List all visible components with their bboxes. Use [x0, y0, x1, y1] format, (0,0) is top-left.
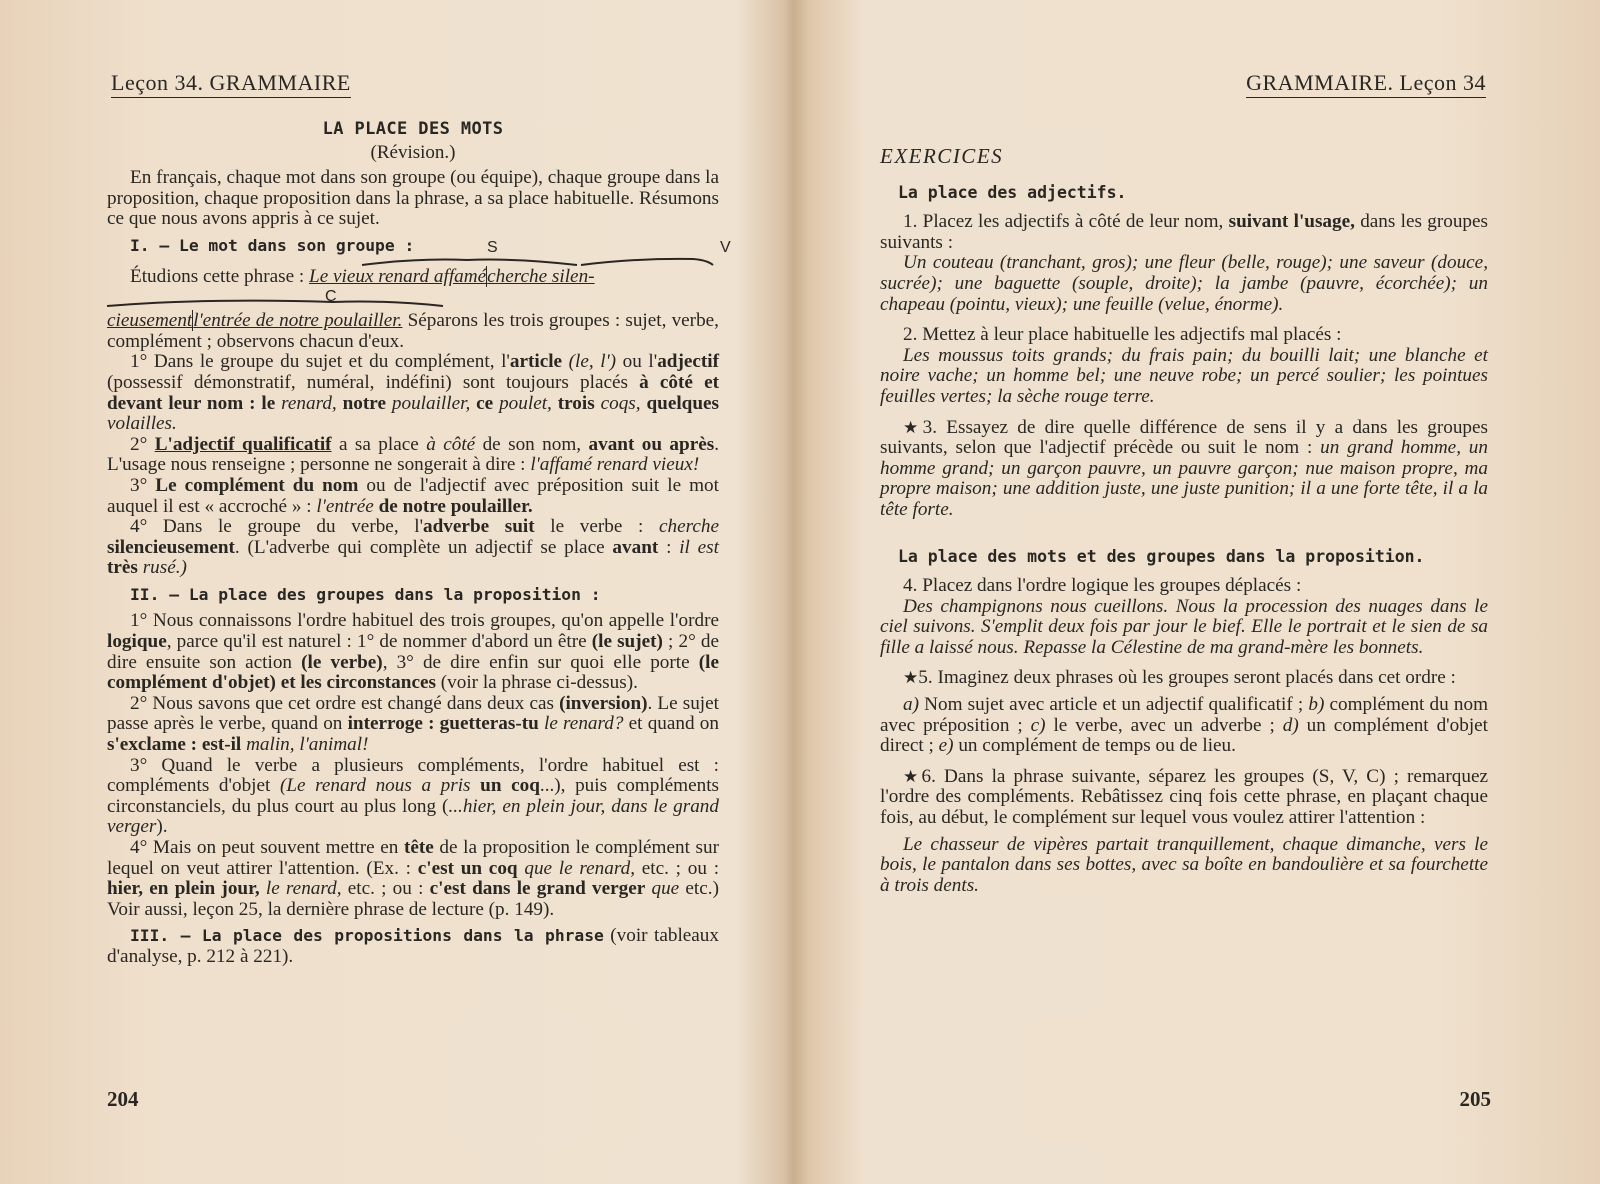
- group-rule-2: 2° Nous savons que cet ordre est changé dans deux cas (inversion). Le sujet passe après le verbe, quand on interroge : guetteras-tu le renard? et quand on s'exclame : est-il malin, l'animal!: [107, 692, 719, 756]
- label-v: V: [720, 238, 731, 256]
- label-s: S: [487, 238, 498, 256]
- star-icon: ★: [903, 417, 923, 438]
- exercises-title: EXERCICES: [880, 144, 1004, 168]
- exercise-6-text: Le chasseur de vipères partait tranquillement, chaque dimanche, vers le bois, le pantalon dans ses bottes, avec sa boîte en bandoulière et sa fourchette à trois dents.: [880, 833, 1488, 896]
- section-2-heading: II. — La place des groupes dans la proposition :: [130, 584, 601, 604]
- left-page: [0, 0, 790, 1184]
- intro-paragraph: En français, chaque mot dans son groupe (ou équipe), chaque groupe dans la proposition, chaque proposition dans la phrase, a sa place habituelle. Résumons ce que nous avons appris à ce sujet.: [107, 167, 719, 230]
- heading-adjectives: La place des adjectifs.: [898, 182, 1127, 202]
- heading-groups: La place des mots et des groupes dans la proposition.: [898, 546, 1425, 566]
- group-rule-4: 4° Mais on peut souvent mettre en tête de la proposition le complément sur lequel on veut attirer l'attention. (Ex. : c'est un coq que le renard, etc. ; ou : hier, en plein jour, le renard, etc. ; ou : c'est dans le grand verger que etc.) Voir aussi, leçon 25, la dernière phrase de lecture (p. 149).: [107, 837, 720, 920]
- section-3: III. — La place des propositions dans la phrase (voir tableaux d'analyse, p. 212 à 221).: [107, 925, 719, 967]
- exercise-6: ★6. Dans la phrase suivante, séparez les groupes (S, V, C) ; remarquez l'ordre des compléments. Rebâtissez cinq fois cette phrase, en plaçant chaque fois, au début, le complément sur lequel vous voulez attirer l'attention :: [880, 765, 1488, 829]
- subject-group: Le vieux renard affamé: [309, 265, 487, 287]
- lesson-title: LA PLACE DES MOTS: [322, 119, 504, 139]
- complement-label-line: [107, 287, 719, 305]
- group-rule-3: 3° Quand le verbe a plusieurs compléments, l'ordre habituel est : compléments d'objet (Le renard nous a pris un coq...), puis compléments circonstanciels, du plus court au plus long (...hier, en plein jour, dans le grand verger).: [107, 754, 719, 838]
- study-sentence: Étudions cette phrase : Le vieux renard affamécherche silen-: [107, 267, 719, 288]
- exercise-5-items: a) Nom sujet avec article et un adjectif qualificatif ; b) complément du nom avec préposition ; c) le verbe, avec un adverbe ; d) un complément d'objet direct ; e) un complément de temps ou de lieu.: [880, 694, 1488, 757]
- group-rule-1: 1° Nous connaissons l'ordre habituel des trois groupes, qu'on appelle l'ordre logique, parce qu'il est naturel : 1° de nommer d'abord un être (le sujet) ; 2° de dire ensuite son action (le verbe), 3° de dire enfin sur quoi elle porte (le complément d'objet) et les circonstances (voir la phrase ci-dessus).: [107, 610, 719, 694]
- rule-2: 2° L'adjectif qualificatif a sa place à côté de son nom, avant ou après. L'usage nous renseigne ; personne ne songerait à dire : l'affamé renard vieux!: [107, 433, 719, 476]
- exercise-2: 2. Mettez à leur place habituelle les adjectifs mal placés :: [903, 324, 1342, 346]
- exercise-5: ★5. Imaginez deux phrases où les groupes seront placés dans cet ordre :: [903, 667, 1456, 689]
- rule-4: 4° Dans le groupe du verbe, l'adverbe suit le verbe : cherche silencieusement. (L'adverbe qui complète un adjectif se place avant : il est très rusé.): [107, 516, 719, 579]
- running-head-left: Leçon 34. GRAMMAIRE: [111, 70, 351, 98]
- study-sentence-cont: cieusementl'entrée de notre poulailler. Séparons les trois groupes : sujet, verbe, complément ; observons chacun d'eux.: [107, 310, 719, 352]
- exercise-1: 1. Placez les adjectifs à côté de leur nom, suivant l'usage, dans les groupes suivants :: [880, 211, 1488, 253]
- label-c: C: [325, 288, 337, 306]
- right-column: [880, 146, 1488, 896]
- star-icon: ★: [903, 668, 919, 689]
- rule-3: 3° Le complément du nom ou de l'adjectif avec préposition suit le mot auquel il est « accroché » : l'entrée de notre poulailler.: [107, 474, 719, 517]
- right-page: [800, 0, 1600, 1184]
- lesson-subtitle: (Révision.): [370, 141, 456, 163]
- section-1-heading: I. — Le mot dans son groupe : S V: [107, 236, 719, 257]
- running-head-right: GRAMMAIRE. Leçon 34: [1246, 70, 1486, 98]
- exercise-1-text: Un couteau (tranchant, gros); une fleur (belle, rouge); une saveur (douce, sucrée); une baguette (souple, droite); la jambe (pauvre, écorchée); un chapeau (pointu, vieux); une feuille (velue, énorme).: [880, 252, 1488, 315]
- star-icon: ★: [903, 766, 922, 787]
- rule-1: 1° Dans le groupe du sujet et du complément, l'article (le, l') ou l'adjectif (possessif démonstratif, numéral, indéfini) sont toujours placés à côté et devant leur nom : le renard, notre poulailler, ce poulet, trois coqs, quelques volailles.: [107, 351, 719, 435]
- page-number-right: 205: [1459, 1087, 1491, 1111]
- exercise-2-text: Les moussus toits grands; du frais pain; du bouilli lait; une blanche et noire vache; un homme bel; une neuve robe; un percé soulier; les pointues feuilles vertes; la sèche rouge terre.: [880, 344, 1488, 407]
- left-column: [107, 119, 731, 968]
- complement-group: l'entrée de notre poulailler.: [193, 310, 403, 332]
- exercise-4-text: Des champignons nous cueillons. Nous la procession des nuages dans le ciel suivons. S'emplit deux fois par jour le bief. Elle le portrait et le sien de sa fille a laissé nous. Repasse la Célestine de ma grand-mère les bonnets.: [880, 595, 1488, 658]
- exercise-3: ★3. Essayez de dire quelle différence de sens il y a dans les groupes suivants, selon que l'adjectif précède ou suit le nom : un grand homme, un homme grand; un garçon pauvre, un pauvre garçon; nue maison propre, ma propre maison; une addition juste, une juste punition; il a une forte tête, il a la tête forte.: [880, 416, 1488, 520]
- page-number-left: 204: [107, 1087, 139, 1111]
- exercise-4: 4. Placez dans l'ordre logique les groupes déplacés :: [903, 575, 1302, 597]
- verb-group: cherche silen-: [487, 265, 595, 287]
